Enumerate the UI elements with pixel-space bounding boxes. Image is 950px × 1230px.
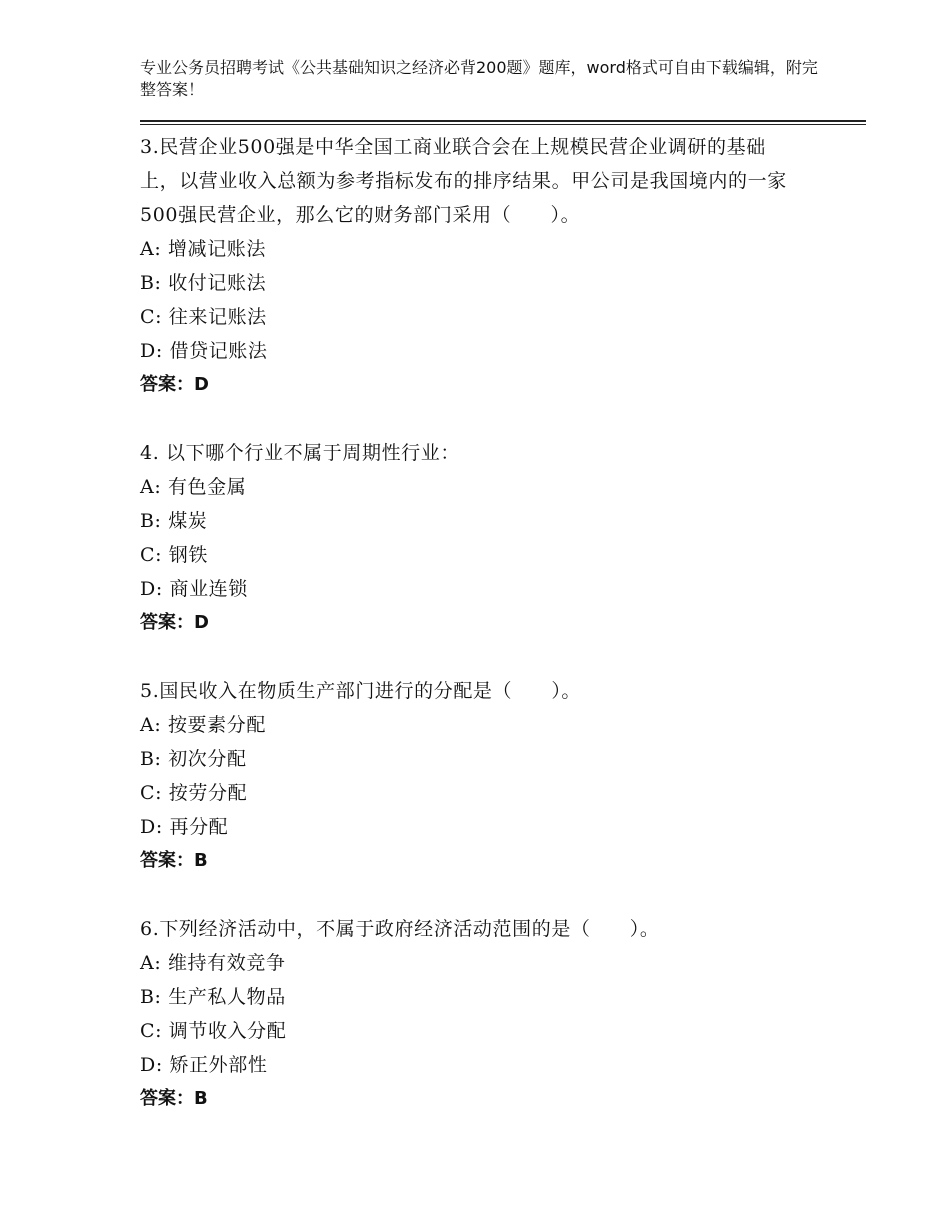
header-rule-thick xyxy=(140,120,866,122)
document-header: 专业公务员招聘考试《公共基础知识之经济必背200题》题库，word格式可自由下载编辑，附完整答案！ xyxy=(140,58,818,99)
question-3 xyxy=(140,130,870,402)
option-c: C: 钢铁 xyxy=(140,544,208,566)
option-a: A: 按要素分配 xyxy=(140,714,266,736)
answer-label: 答案：B xyxy=(140,1088,208,1109)
question-stem: 3.民营企业500强是中华全国工商业联合会在上规模民营企业调研的基础上，以营业收入总额为参考指标发布的排序结果。甲公司是我国境内的一家500强民营企业，那么它的财务部门采用（ ）。 xyxy=(140,136,787,226)
option-d: D: 矫正外部性 xyxy=(140,1054,268,1076)
question-6 xyxy=(140,912,870,1116)
option-d: D: 商业连锁 xyxy=(140,578,248,600)
option-d: D: 借贷记账法 xyxy=(140,340,268,362)
option-c: C: 按劳分配 xyxy=(140,782,248,804)
option-b: B: 煤炭 xyxy=(140,510,208,532)
question-5 xyxy=(140,674,870,878)
answer-label: 答案：D xyxy=(140,612,209,633)
option-b: B: 生产私人物品 xyxy=(140,986,286,1008)
question-stem: 6.下列经济活动中，不属于政府经济活动范围的是（ ）。 xyxy=(140,918,660,940)
option-a: A: 维持有效竞争 xyxy=(140,952,286,974)
answer-label: 答案：B xyxy=(140,850,208,871)
question-stem: 4. 以下哪个行业不属于周期性行业： xyxy=(140,442,460,464)
question-stem: 5.国民收入在物质生产部门进行的分配是（ ）。 xyxy=(140,680,582,702)
header-rule-thin xyxy=(140,124,866,125)
option-c: C: 往来记账法 xyxy=(140,306,267,328)
option-c: C: 调节收入分配 xyxy=(140,1020,287,1042)
question-4 xyxy=(140,436,870,640)
option-b: B: 收付记账法 xyxy=(140,272,267,294)
question-list xyxy=(140,130,870,1150)
option-a: A: 增减记账法 xyxy=(140,238,266,260)
option-d: D: 再分配 xyxy=(140,816,229,838)
option-b: B: 初次分配 xyxy=(140,748,247,770)
option-a: A: 有色金属 xyxy=(140,476,247,498)
answer-label: 答案：D xyxy=(140,374,209,395)
